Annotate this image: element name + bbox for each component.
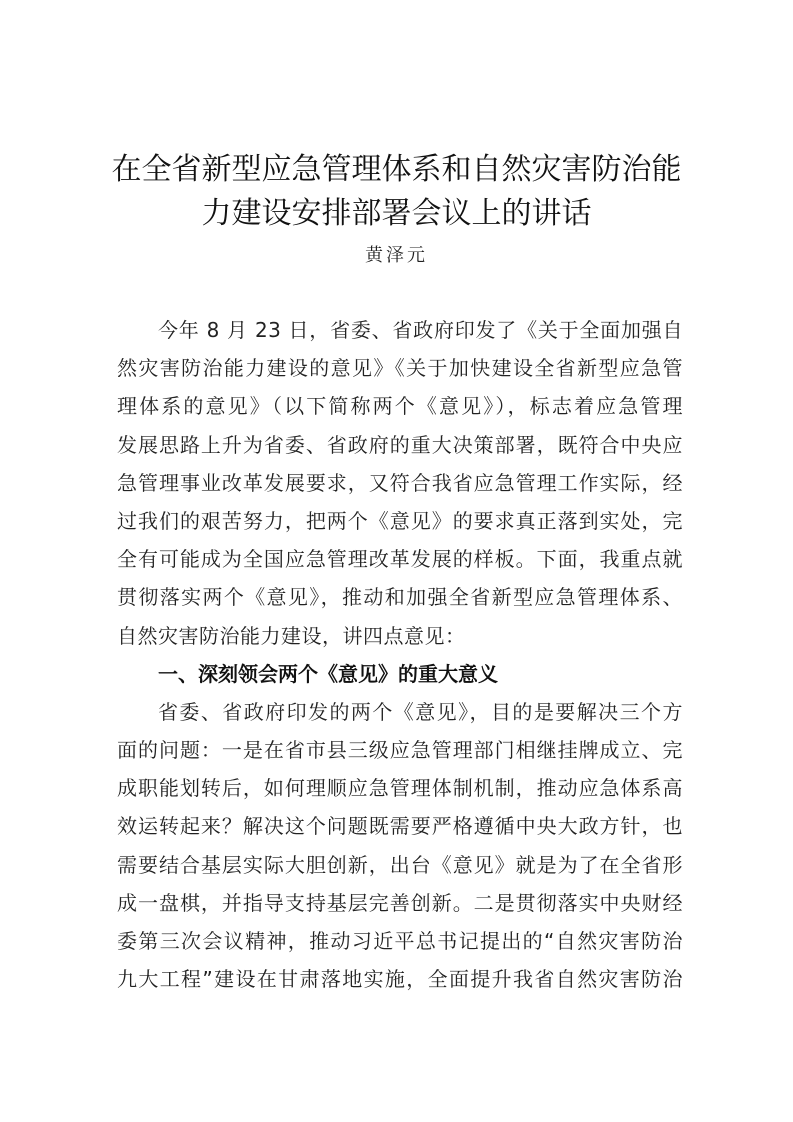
document-title	[100, 148, 693, 236]
section-heading-1: 一、深刻领会两个《意见》的重大意义	[158, 661, 498, 686]
paragraph-line: 成职能划转后，如何理顺应急管理体制机制，推动应急体系高	[117, 776, 683, 801]
paragraph-line: 面的问题：一是在省市县三级应急管理部门相继挂牌成立、完	[117, 738, 683, 763]
paragraph-line: 贯彻落实两个《意见》，推动和加强全省新型应急管理体系、	[117, 585, 683, 610]
paragraph-line: 今年 8 月 23 日，省委、省政府印发了《关于全面加强自	[158, 318, 683, 342]
paragraph-line: 需要结合基层实际大胆创新，出台《意见》就是为了在全省形	[117, 852, 683, 877]
paragraph-line: 然灾害防治能力建设的意见》《关于加快建设全省新型应急管	[117, 356, 683, 381]
author-name: 黄泽元	[365, 245, 428, 266]
document-body	[117, 311, 683, 998]
paragraph-line: 省委、省政府印发的两个《意见》，目的是要解决三个方	[158, 699, 683, 724]
paragraph-intro	[117, 311, 683, 655]
paragraph-line: 过我们的艰苦努力，把两个《意见》的要求真正落到实处，完	[117, 508, 683, 533]
paragraph-line: 理体系的意见》（以下简称两个《意见》），标志着应急管理	[117, 394, 683, 419]
paragraph-line: 全有可能成为全国应急管理改革发展的样板。下面，我重点就	[117, 547, 683, 572]
title-line-2: 力建设安排部署会议上的讲话	[201, 196, 592, 231]
paragraph-line: 自然灾害防治能力建设，讲四点意见：	[117, 623, 466, 648]
paragraph-line: 九大工程”建设在甘肃落地实施，全面提升我省自然灾害防治	[117, 967, 683, 992]
paragraph-section1	[117, 693, 683, 999]
paragraph-line: 发展思路上升为省委、省政府的重大决策部署，既符合中央应	[117, 432, 683, 457]
title-line-1: 在全省新型应急管理体系和自然灾害防治能	[111, 152, 682, 187]
paragraph-line: 效运转起来？解决这个问题既需要严格遵循中央大政方针，也	[117, 814, 683, 839]
paragraph-line: 急管理事业改革发展要求，又符合我省应急管理工作实际，经	[117, 470, 683, 495]
paragraph-line: 委第三次会议精神，推动习近平总书记提出的“自然灾害防治	[117, 929, 683, 953]
paragraph-line: 成一盘棋，并指导支持基层完善创新。二是贯彻落实中央财经	[117, 890, 683, 915]
